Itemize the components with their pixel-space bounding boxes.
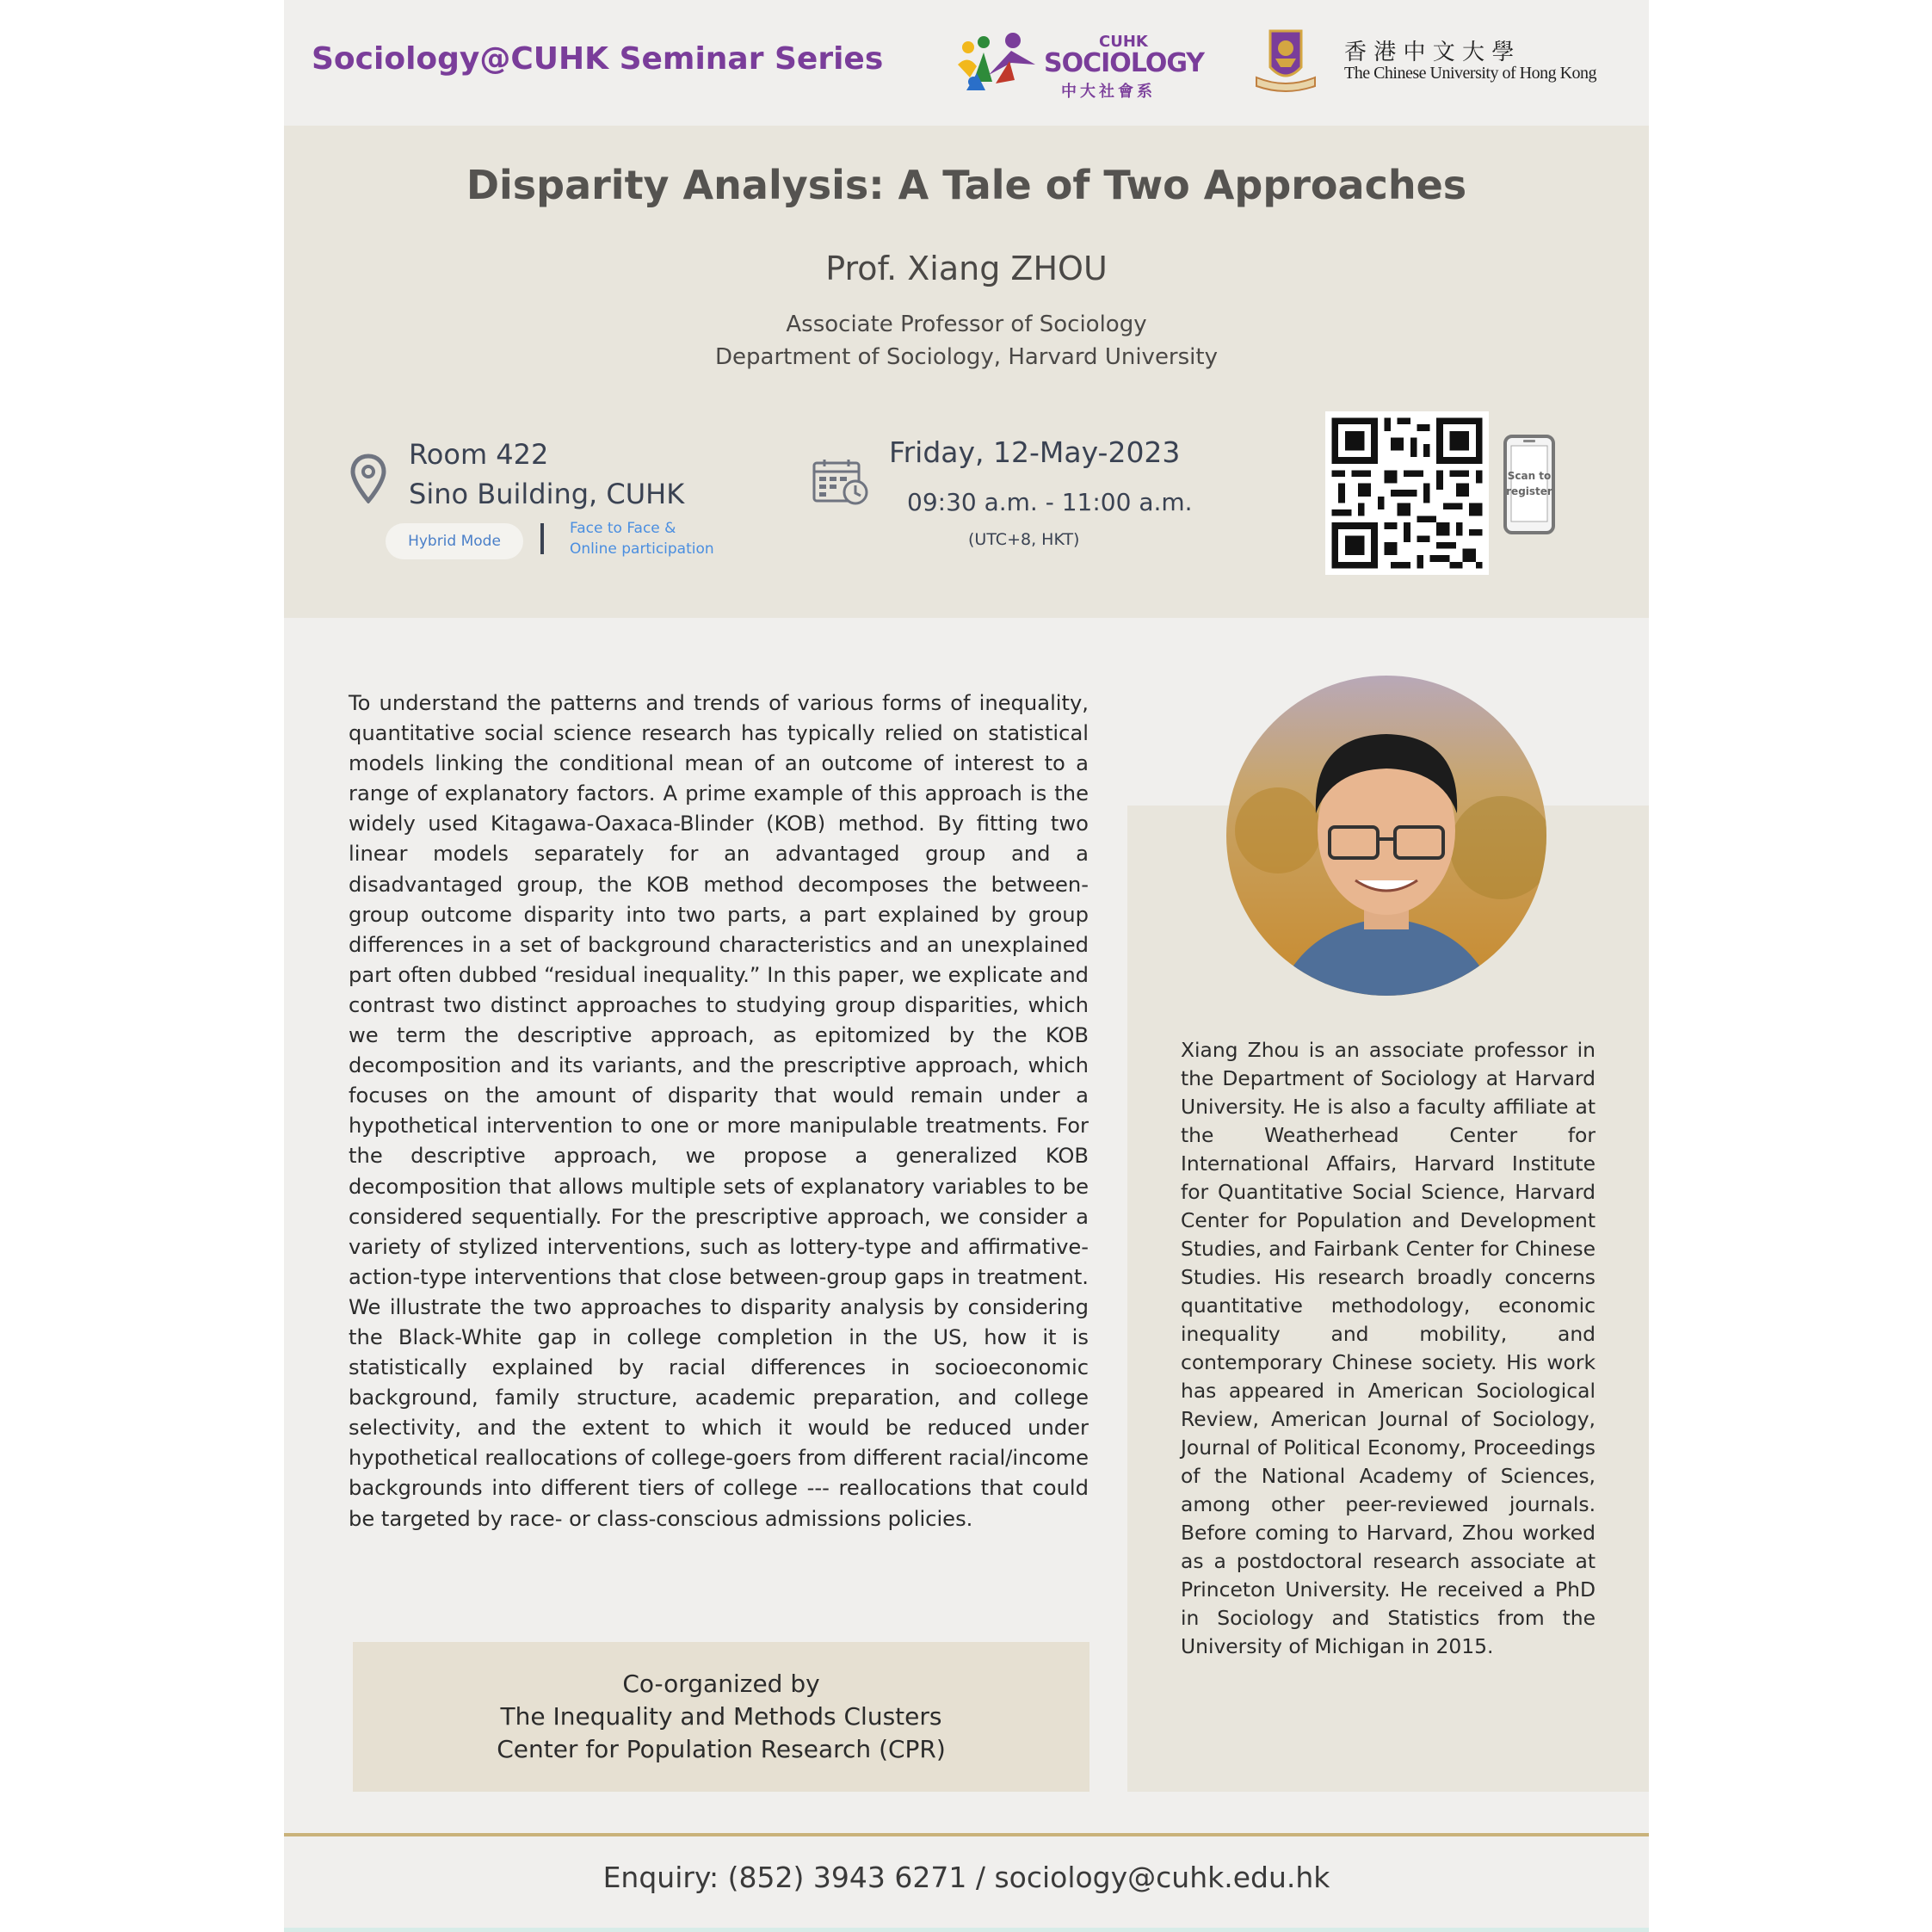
- people-icon: [951, 30, 1037, 99]
- logo-cuhk-text: CUHK: [1099, 33, 1148, 51]
- coorganizer-text: [353, 1668, 1089, 1766]
- footer-rule: [284, 1833, 1649, 1836]
- mode-detail-line1: Face to Face &: [570, 520, 676, 537]
- speaker-bio: Xiang Zhou is an associate professor in the Department of Sociology at Harvard University. He is also a faculty affiliate at the Weatherhead Center for International Affairs, Harvard Institute for Quantitative Social Science, Harvard Center for Population and Development Studies, and Fairbank Center for Chinese Studies. His research broadly concerns quantitative methodology, economic inequality and mobility, and contemporary Chinese society. His work has appeared in American Sociological Review, American Journal of Sociology, Journal of Political Economy, Proceedings of the National Academy of Sciences, among other peer-reviewed journals. Before coming to Harvard, Zhou worked as a postdoctoral research associate at Princeton University. He received a PhD in Sociology and Statistics from the University of Michigan in 2015.: [1181, 1038, 1596, 1658]
- cuhk-crest-icon: [1253, 29, 1318, 98]
- speaker-department: Department of Sociology, Harvard University: [715, 344, 1218, 370]
- venue-building: Sino Building, CUHK: [409, 478, 685, 510]
- poster: [284, 0, 1649, 1932]
- mode-detail: [570, 518, 714, 559]
- speaker-affiliation: [284, 308, 1649, 373]
- venue-location: [409, 435, 684, 514]
- scan-line2: register: [1506, 485, 1552, 497]
- univ-chinese-name: 香 港 中 文 大 學: [1344, 40, 1515, 65]
- event-timezone: (UTC+8, HKT): [968, 530, 1080, 549]
- talk-title: Disparity Analysis: A Tale of Two Approaches: [466, 162, 1467, 208]
- series-title: Sociology@CUHK Seminar Series: [312, 41, 884, 77]
- sociology-logo: [951, 26, 1226, 103]
- event-date: Friday, 12-May-2023: [889, 435, 1181, 469]
- registration-qr-code[interactable]: [1325, 411, 1489, 575]
- bottom-strip: [284, 1928, 1649, 1932]
- scan-to-register-text: [1503, 468, 1556, 499]
- coorganizer-line1: Co-organized by: [622, 1670, 820, 1698]
- speaker-name: Prof. Xiang ZHOU: [825, 250, 1108, 287]
- hybrid-mode-badge: Hybrid Mode: [386, 523, 523, 559]
- qr-code-icon: [1325, 411, 1489, 575]
- logo-sociology-text: SOCIOLOGY: [1044, 48, 1205, 78]
- event-time: 09:30 a.m. - 11:00 a.m.: [907, 488, 1193, 516]
- cuhk-logo: [1253, 26, 1623, 103]
- location-pin-icon: [349, 454, 388, 503]
- venue-room: Room 422: [409, 438, 549, 471]
- coorganizer-line2: The Inequality and Methods Clusters: [500, 1702, 942, 1731]
- speaker-photo: [1226, 676, 1546, 996]
- univ-english-name: The Chinese University of Hong Kong: [1344, 64, 1597, 83]
- mode-detail-line2: Online participation: [570, 540, 714, 558]
- scan-line1: Scan to: [1507, 470, 1552, 482]
- calendar-clock-icon: [812, 458, 869, 506]
- logo-chinese-text: 中大社會系: [1061, 83, 1156, 101]
- mode-divider: [540, 523, 544, 554]
- abstract-text: To understand the patterns and trends of various forms of inequality, quantitative social science research has typically relied on statistical models linking the conditional mean of an outcome of interest to a range of explanatory factors. A prime example of this approach is the widely used Kitagawa-Oaxaca-Blinder (KOB) method. By fitting two linear models separately for an advantaged group and a disadvantaged group, the KOB method decomposes the between-group outcome disparity into two parts, a part explained by group differences in a set of background characteristics and an unexplained part often dubbed “residual inequality.” In this paper, we explicate and contrast two distinct approaches to studying group disparities, which we term the descriptive approach, as epitomized by the KOB decomposition and its variants, and the prescriptive approach, which focuses on the amount of disparity that would remain under a hypothetical intervention to one or more manipulable treatments. For the descriptive approach, we propose a generalized KOB decomposition that allows multiple sets of explanatory variables to be considered sequentially. For the prescriptive approach, we consider a variety of stylized interventions, such as lottery-type and affirmative-action-type interventions that close between-group gaps in treatment. We illustrate the two approaches to disparity analysis by considering the Black-White gap in college completion in the US, how it is statistically explained by racial differences in socioeconomic background, family structure, academic preparation, and college selectivity, and the extent to which it would be reduced under hypothetical reallocations of college-goers from different racial/income backgrounds into different tiers of college --- reallocations that could be targeted by race- or class-conscious admissions policies.: [349, 691, 1089, 1531]
- enquiry-contact: Enquiry: (852) 3943 6271 / sociology@cuhk.edu.hk: [602, 1861, 1330, 1894]
- speaker-position: Associate Professor of Sociology: [786, 312, 1147, 337]
- coorganizer-line3: Center for Population Research (CPR): [497, 1735, 946, 1763]
